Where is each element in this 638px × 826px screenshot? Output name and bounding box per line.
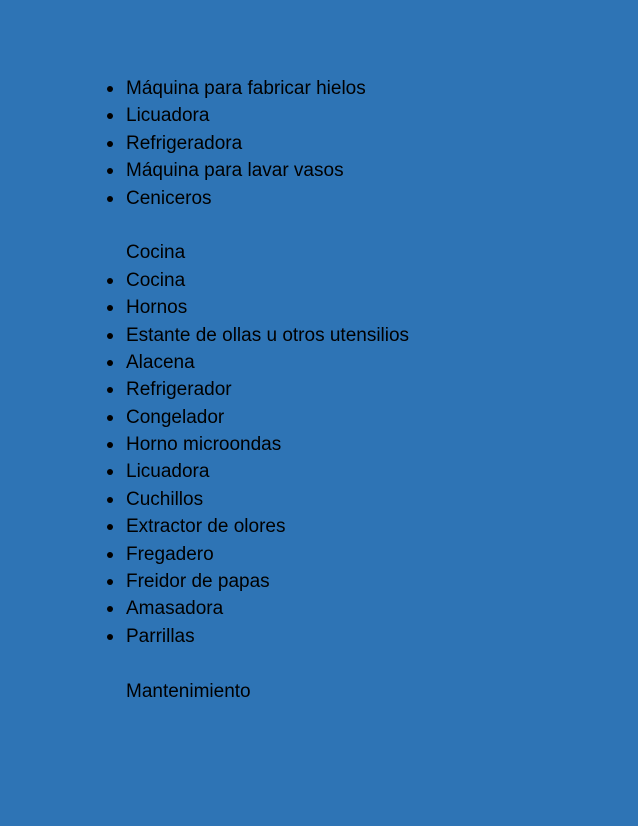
document-content xyxy=(0,75,638,705)
list-item-label: Extractor de olores xyxy=(126,516,286,538)
list-item-label: Cocina xyxy=(126,269,186,291)
bullet-icon xyxy=(107,113,113,119)
list-item xyxy=(0,322,638,349)
bullet-icon xyxy=(107,606,113,612)
list-item-label: Refrigerador xyxy=(126,379,232,401)
list-item xyxy=(0,486,638,513)
blank-line xyxy=(0,212,638,239)
bullet-icon xyxy=(107,141,113,147)
list-item xyxy=(0,130,638,157)
bar-equipment-list xyxy=(0,75,638,212)
bullet-icon xyxy=(107,442,113,448)
list-item-label: Licuadora xyxy=(126,461,210,483)
list-item xyxy=(0,157,638,184)
list-item-label: Licuadora xyxy=(126,105,210,127)
list-item xyxy=(0,404,638,431)
bullet-icon xyxy=(107,387,113,393)
list-item-label: Cuchillos xyxy=(126,488,204,510)
list-item xyxy=(0,431,638,458)
list-item xyxy=(0,75,638,102)
bullet-icon xyxy=(107,497,113,503)
bullet-icon xyxy=(107,469,113,475)
list-item-label: Ceniceros xyxy=(126,187,212,209)
list-item xyxy=(0,568,638,595)
list-item-label: Alacena xyxy=(126,351,195,373)
kitchen-equipment-list xyxy=(0,267,638,650)
bullet-icon xyxy=(107,196,113,202)
list-item-label: Hornos xyxy=(126,297,188,319)
bullet-icon xyxy=(107,305,113,311)
bullet-icon xyxy=(107,168,113,174)
list-item xyxy=(0,349,638,376)
list-item-label: Máquina para fabricar hielos xyxy=(126,78,366,99)
bullet-icon xyxy=(107,579,113,585)
list-item-label: Amasadora xyxy=(126,598,224,620)
list-item-label: Parrillas xyxy=(126,625,195,647)
list-item xyxy=(0,458,638,485)
bullet-icon xyxy=(107,86,113,92)
list-item xyxy=(0,267,638,294)
list-item-label: Estante de ollas u otros utensilios xyxy=(126,324,410,346)
list-item xyxy=(0,185,638,212)
list-item xyxy=(0,623,638,650)
list-item-label: Horno microondas xyxy=(126,434,282,456)
bullet-icon xyxy=(107,360,113,366)
bullet-icon xyxy=(107,552,113,558)
list-item xyxy=(0,376,638,403)
section-heading-cocina: Cocina xyxy=(126,242,186,264)
list-item-label: Máquina para lavar vasos xyxy=(126,160,344,182)
list-item-label: Congelador xyxy=(126,406,225,428)
list-item xyxy=(0,595,638,622)
blank-line xyxy=(0,650,638,677)
section-heading-mantenimiento: Mantenimiento xyxy=(126,680,251,702)
bullet-icon xyxy=(107,634,113,640)
list-item xyxy=(0,102,638,129)
bullet-icon xyxy=(107,333,113,339)
list-item-label: Refrigeradora xyxy=(126,132,243,154)
list-item-label: Freidor de papas xyxy=(126,571,270,593)
bullet-icon xyxy=(107,278,113,284)
bullet-icon xyxy=(107,524,113,530)
list-item xyxy=(0,513,638,540)
list-item xyxy=(0,294,638,321)
bullet-icon xyxy=(107,415,113,421)
list-item-label: Fregadero xyxy=(126,543,214,565)
list-item xyxy=(0,541,638,568)
